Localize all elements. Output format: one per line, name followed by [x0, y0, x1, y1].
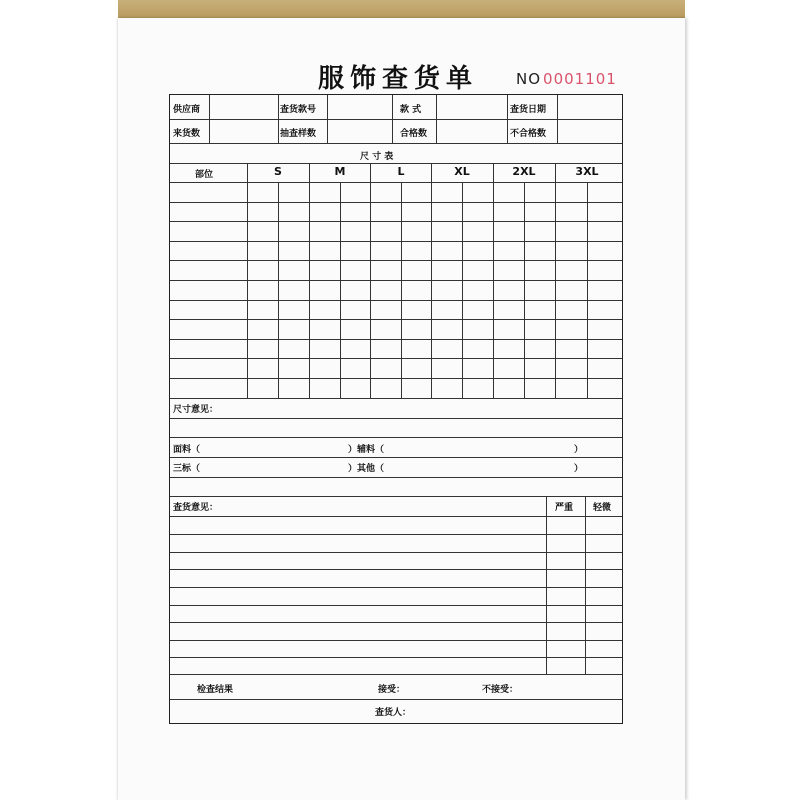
fabric-label: 面料（	[173, 445, 201, 455]
binding-spine	[118, 0, 685, 19]
size-m: M	[334, 165, 346, 178]
inspector-label: 查货人：	[375, 708, 412, 718]
serial-prefix: NO	[516, 70, 542, 88]
field-pass-qty: 合格数	[400, 129, 428, 139]
reject-label: 不接受：	[482, 685, 519, 695]
part-label: 部位	[195, 170, 214, 180]
serial-value: 0001101	[543, 70, 617, 88]
labels-label: 三标（	[173, 464, 201, 474]
accessory-label: ）辅料（	[348, 445, 385, 455]
field-style-no: 查货款号	[280, 105, 317, 115]
serial-number	[516, 70, 617, 88]
size-2xl: 2XL	[512, 165, 536, 178]
accept-label: 接受：	[378, 685, 406, 695]
field-date: 查货日期	[510, 105, 547, 115]
field-fail-qty: 不合格数	[510, 129, 547, 139]
minor-label: 轻微	[593, 503, 612, 513]
size-opinion-label: 尺寸意见：	[173, 405, 219, 415]
size-l: L	[397, 165, 405, 178]
field-sample-qty: 抽查样数	[280, 129, 317, 139]
result-label: 检查结果	[197, 685, 234, 695]
field-style: 款 式	[400, 105, 422, 115]
materials-close-1: ）	[574, 445, 584, 455]
size-xl: XL	[454, 165, 470, 178]
size-s: S	[274, 165, 282, 178]
size-3xl: 3XL	[575, 165, 599, 178]
size-table-title: 尺 寸 表	[360, 152, 394, 162]
form-title: 服饰查货单	[318, 64, 479, 94]
field-received-qty: 来货数	[173, 129, 201, 139]
serious-label: 严重	[555, 503, 574, 513]
field-supplier: 供应商	[173, 105, 201, 115]
inspection-form	[169, 94, 623, 724]
materials-close-2: ）	[574, 464, 584, 474]
inspection-opinion-label: 查货意见：	[173, 503, 219, 513]
other-label: ）其他（	[348, 464, 385, 474]
